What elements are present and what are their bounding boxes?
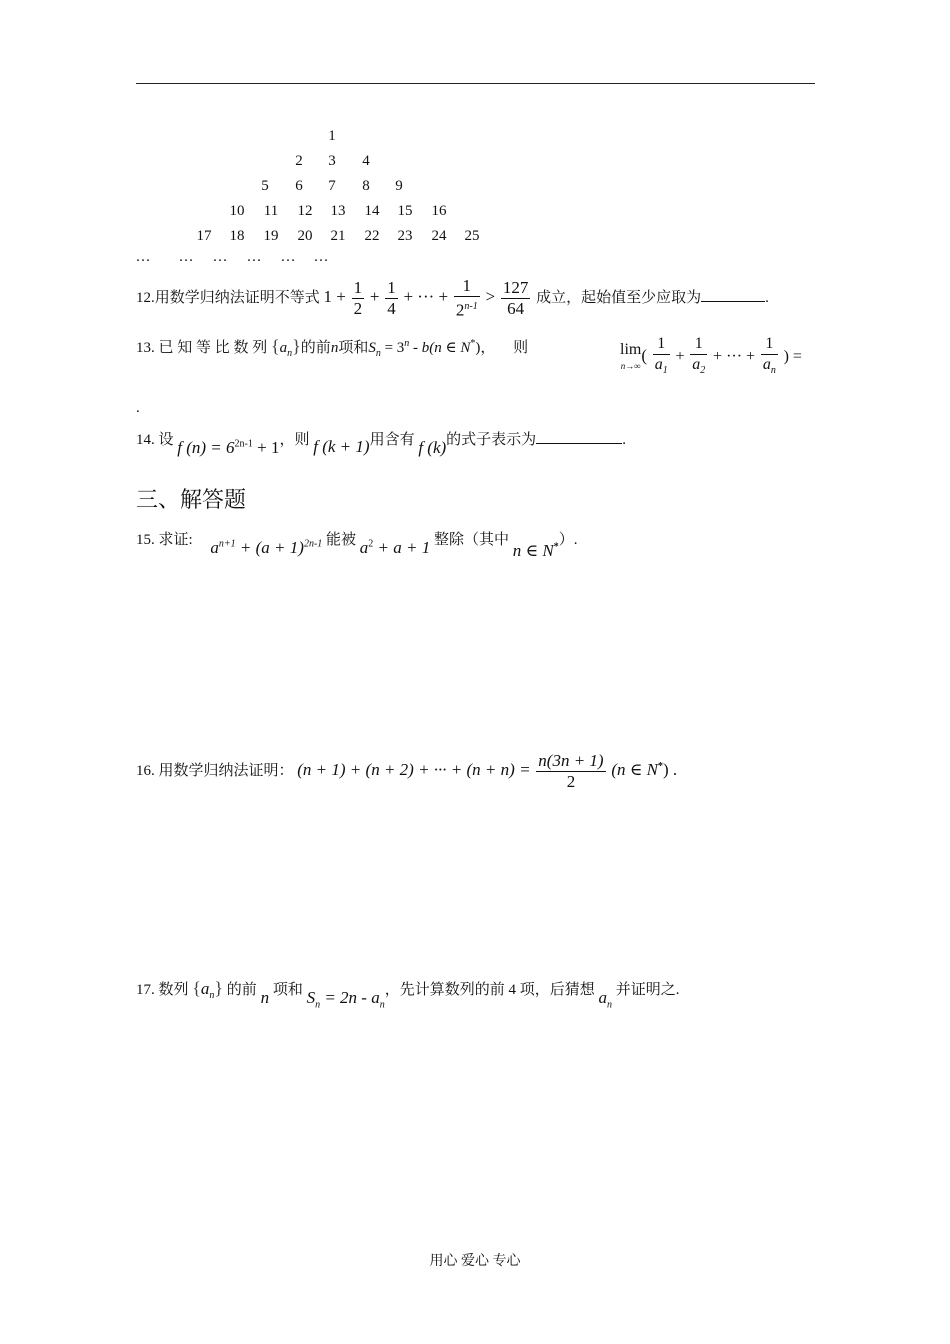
- triangle-number: 2: [295, 153, 303, 169]
- q13-term-1: $\frac{1}{a_1}$: [654, 335, 668, 377]
- triangle-number: 4: [362, 153, 370, 169]
- q13-term-2: $\frac{1}{a_2}$: [692, 335, 706, 377]
- q14-fn: f $(n) = 6^{2n-1} + 1$: [177, 438, 280, 457]
- question-16: 16. 用数学归纳法证明： (n + 1) + (n + 2) + ··· + (n + n) = $\frac{n(3n + 1)}{2}$ (n ∈ N*) .: [136, 751, 678, 791]
- ellipsis: …: [178, 249, 194, 265]
- header-rule: [136, 83, 815, 84]
- triangle-number: 16: [431, 203, 447, 219]
- ellipsis: …: [313, 249, 329, 265]
- triangle-number: 22: [364, 228, 380, 244]
- q15-condition: n ∈ N*: [512, 541, 559, 560]
- q17-sum-formula: $S_n = 2n - a_n$: [306, 988, 385, 1011]
- triangle-number: 5: [261, 178, 269, 194]
- q12-one: 1 +: [323, 286, 346, 306]
- triangle-number: 21: [330, 228, 346, 244]
- triangle-number: 15: [397, 203, 413, 219]
- triangle-number: 25: [464, 228, 480, 244]
- page-footer: 用心 爱心 专心: [429, 1254, 521, 1269]
- q16-lhs: (n + 1) + (n + 2) + ··· + (n + n) =: [297, 759, 531, 779]
- triangle-number: 19: [263, 228, 279, 244]
- q12-label: 12.用数学归纳法证明不等式: [136, 289, 320, 306]
- section-title: 三、解答题: [136, 488, 247, 513]
- q15-divisor: $a^2 + a + 1$: [359, 538, 431, 557]
- ellipsis: …: [280, 249, 296, 265]
- question-17: 17. 数列 $\{a_n\}$ 的前 n 项和 $S_n = 2n - a_n$，先计算数列的前 4 项，后猜想 $a_n$ 并证明之.: [136, 978, 680, 1011]
- triangle-number: 17: [196, 228, 212, 244]
- q13-limit-expression: lim n→∞ ( $\frac{1}{a_1}$ + $\frac{1}{a_2}$ + ··· + $\frac{1}{a_n}$ ) =: [620, 334, 802, 381]
- ellipsis: …: [212, 249, 228, 265]
- triangle-number: 13: [330, 203, 346, 219]
- triangle-number: 8: [362, 178, 370, 194]
- triangle-number: 14: [364, 203, 380, 219]
- triangle-number: 6: [295, 178, 303, 194]
- question-14: 14. 设 f $(n) = 6^{2n-1} + 1$，则 f (k + 1)用含有 f (k)的式子表示为 .: [136, 428, 626, 449]
- ellipsis: …: [246, 249, 262, 265]
- answer-blank[interactable]: [701, 287, 765, 302]
- q12-fraction-127-64: $\frac{127}{64}$: [502, 277, 529, 318]
- q12-tail: 成立，起始值至少应取为: [536, 289, 702, 306]
- question-13: 13. 已 知 等 比 数 列 $\{a_n\}$的前n项和$S_n = 3^n - b(n$ ∈ N*)， 则: [136, 336, 529, 359]
- triangle-number: 20: [297, 228, 313, 244]
- ellipsis: …: [135, 249, 151, 265]
- triangle-number: 24: [431, 228, 447, 244]
- q13-period: .: [136, 400, 140, 416]
- q16-fraction: $\frac{n(3n + 1)}{2}$: [538, 751, 604, 791]
- triangle-number: 7: [328, 178, 336, 194]
- question-12: 12.用数学归纳法证明不等式 1 + $\frac{1}{2}$ + $\frac{1}{4}$ + ··· + $\frac{1}{2^{n-1}}$ > $\frac{127}{64}$ 成立，起始值至少应取为 .: [136, 276, 769, 320]
- q12-gt: >: [485, 286, 496, 306]
- q12-fraction-power: $\frac{1}{2^{n-1}}$: [455, 276, 478, 320]
- q12-fraction-half: $\frac{1}{2}$: [353, 277, 363, 318]
- triangle-number: 1: [328, 128, 336, 144]
- triangle-number: 18: [229, 228, 245, 244]
- answer-blank[interactable]: [536, 429, 622, 444]
- triangle-number: 12: [297, 203, 313, 219]
- q12-dots: + ··· +: [403, 286, 449, 306]
- triangle-number: 23: [397, 228, 413, 244]
- q13-then: 则: [513, 340, 529, 356]
- triangle-number: 3: [328, 153, 336, 169]
- q15-expression: $a^{n+1} + (a + 1)^{2n-1}$: [210, 538, 323, 557]
- q12-fraction-quarter: $\frac{1}{4}$: [387, 277, 396, 318]
- triangle-number: 10: [229, 203, 245, 219]
- q13-label: 13. 已 知 等 比 数 列: [136, 340, 268, 356]
- q13-term-n: $\frac{1}{a_n}$: [762, 335, 776, 377]
- triangle-number: 11: [263, 203, 279, 219]
- triangle-number: 9: [395, 178, 403, 194]
- question-15: 15. 求证: $a^{n+1} + (a + 1)^{2n-1}$ 能被 $a^2 + a + 1$ 整除（其中 n ∈ N*）.: [136, 532, 578, 560]
